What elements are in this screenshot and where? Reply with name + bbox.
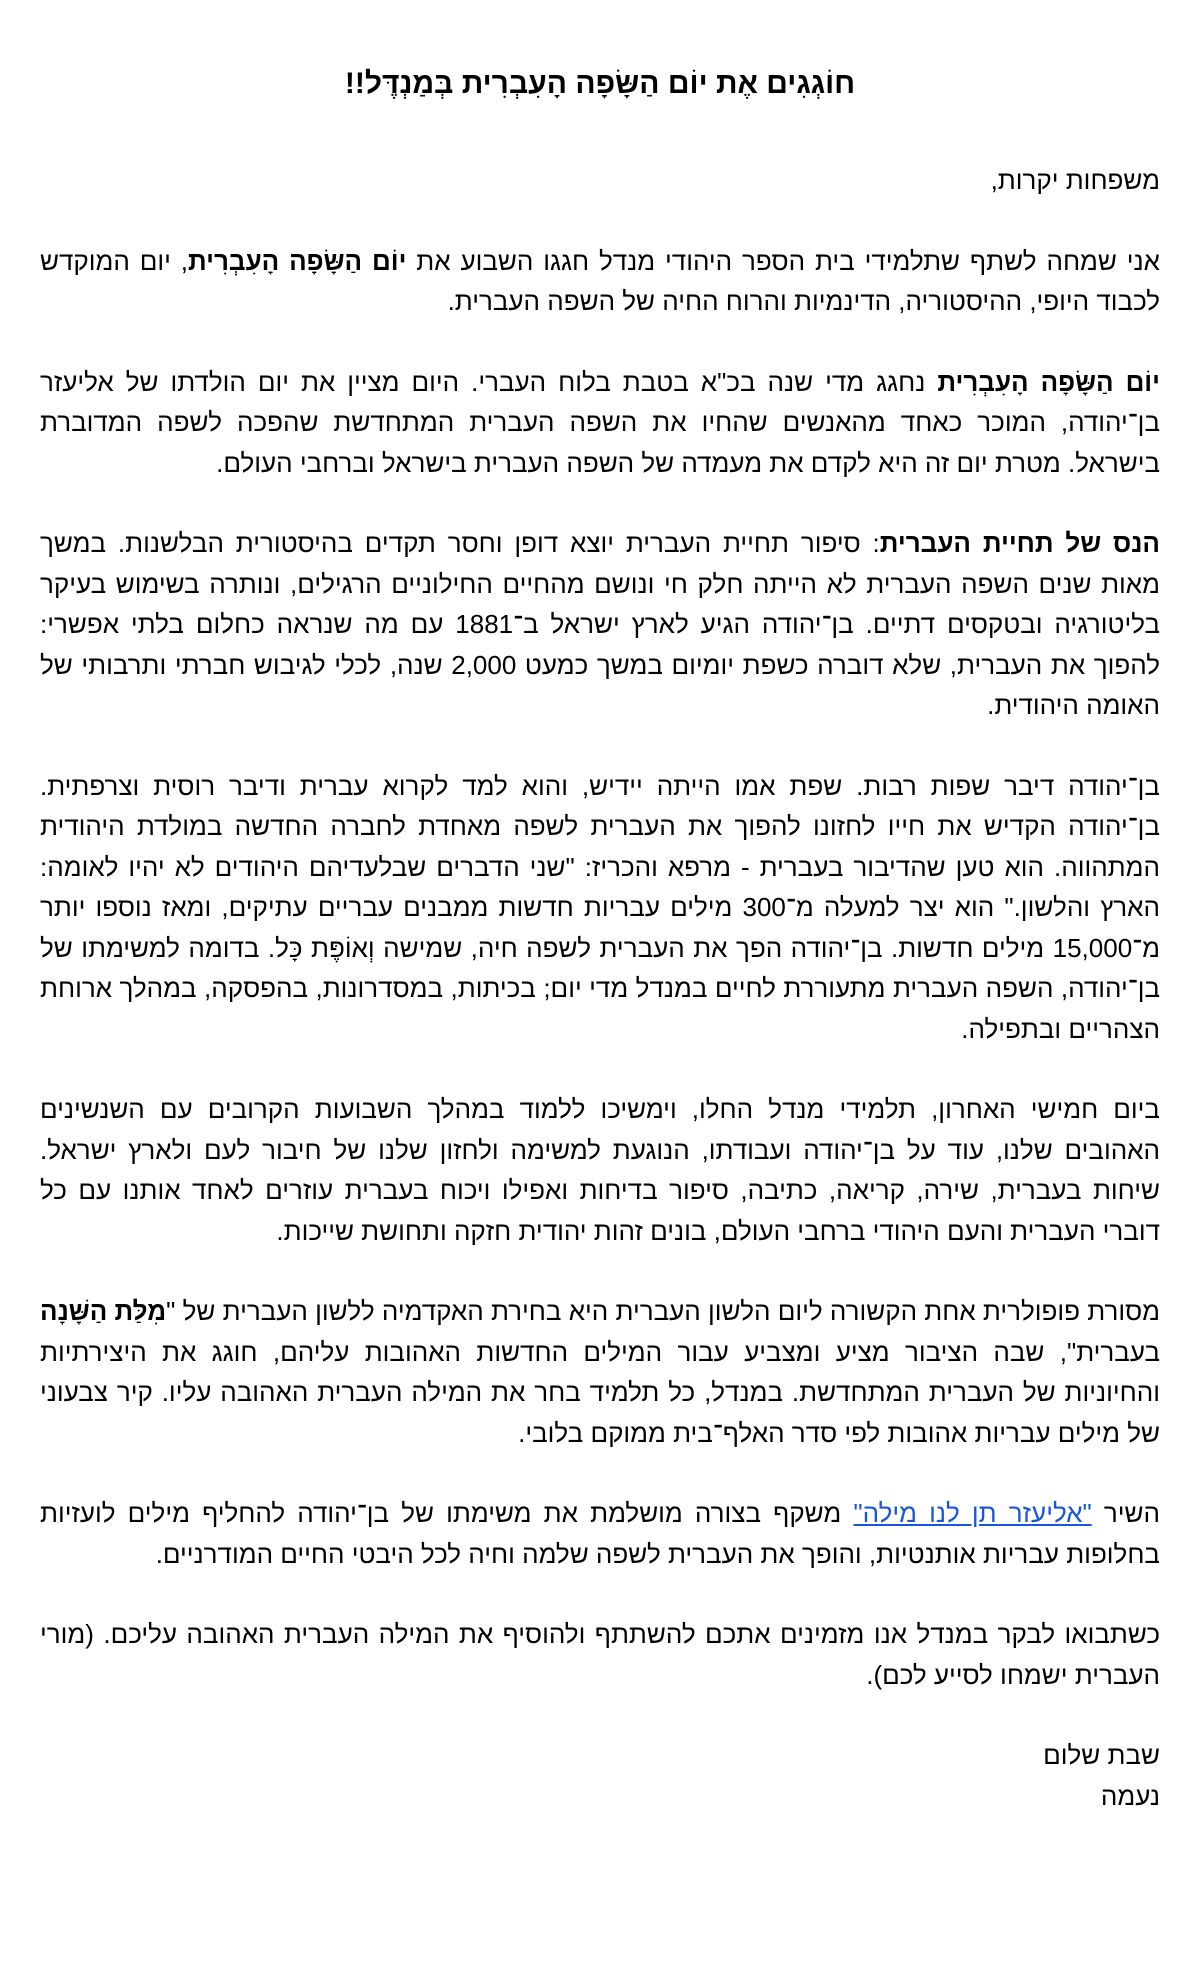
about-day-text: נחגג מדי שנה בכ"א בטבת בלוח העברי. היום מציין את יום הולדתו של אליעזר בן־יהודה, המוכר כאחד מהאנשים שהחיו את השפה העברית המתחדשת שהפכה לשפה המדוברת בישראל. מטרת יום זה היא לקדם את מעמדה של השפה העברית בישראל וברחבי העולם.	[40, 366, 1160, 478]
intro-text-end: , יום המוקדש לכבוד היופי, ההיסטוריה, הדינמיות והרוח החיה של השפה העברית.	[40, 245, 1160, 316]
word-of-year-text-start: מסורת פופולרית אחת הקשורה ליום הלשון העברית היא בחירת האקדמיה ללשון העברית של "	[166, 1296, 1161, 1326]
paragraph-ben-yehuda: בן־יהודה דיבר שפות רבות. שפת אמו הייתה יידיש, והוא למד לקרוא עברית ודיבר רוסית וצרפתית. בן־יהודה הקדיש את חייו לחזונו להפוך את העברית לשפה מאחדת לחברה החדשה במולדת היהודית המתהווה. הוא טען שהדיבור בעברית - מרפא והכריז: "שני הדברים שבלעדיהם היהודים לא יהיו לאומה: הארץ והלשון." הוא יצר למעלה מ־300 מילים עבריות חדשות ממבנים עבריים עתיקים, ומאז נוספו יותר מ־15,000 מילים חדשות. בן־יהודה הפך את העברית לשפה חיה, שמישה וְאוֹפֶּת כָּל. בדומה למשימתו של בן־יהודה, השפה העברית מתעוררת לחיים במנדל מדי יום; בכיתות, במסדרונות, בהפסקה, במהלך ארוחת הצהריים ובתפילה.	[40, 770, 1160, 1044]
miracle-bold-heading: הנס של תחיית העברית	[879, 528, 1160, 558]
paragraph-about-day	[40, 362, 1160, 484]
song-text-end: משקף בצורה מושלמת את משימתו של בן־יהודה להחליף מילים לועזיות בחלופות עבריות אותנטיות, והופך את העברית לשפה שלמה וחיה לכל היבטי החיים המודרניים.	[40, 1498, 1160, 1569]
paragraph-miracle	[40, 523, 1160, 726]
paragraph-song	[40, 1493, 1160, 1574]
about-day-bold-name: יוֹם הַשָּׂפָה הָעִבְרִית	[937, 366, 1160, 397]
page-title: חוֹגְגִים אֶת יוֹם הַשָּׂפָה הָעִבְרִית בְּמַנְדֶּל!!	[344, 67, 856, 100]
miracle-text: : סיפור תחיית העברית יוצא דופן וחסר תקדים בהיסטורית הבלשנות. במשך מאות שנים השפה העברית לא הייתה חלק חי ונושם מהחיים החילוניים הרגילים, ונותרה בשימוש בעיקר בליטורגיה ובטקסים דתיים. בן־יהודה הגיע לארץ ישראל ב־1881 עם מה שנראה כחלום בלתי אפשרי: להפוך את העברית, שלא דוברה כשפת יומיום במשך כמעט 2,000 שנה, לכלי לגיבוש חברתי ותרבותי של האומה היהודית.	[40, 528, 1161, 720]
paragraph-intro	[40, 241, 1160, 322]
paragraph-last-thursday: ביום חמישי האחרון, תלמידי מנדל החלו, וימשיכו ללמוד במהלך השבועות הקרובים עם השנשינים האהובים שלנו, עוד על בן־יהודה ועבודתו, הנוגעת למשימה ולחזון שלנו של חיבור לעם ולארץ ישראל. שיחות בעברית, שירה, קריאה, כתיבה, סיפור בדיחות ואפילו ויכוח בעברית עוזרים לאחד אותנו עם כל דוברי העברית והעם היהודי ברחבי העולם, בונים זהות יהודית חזקה ותחושת שייכות.	[40, 1094, 1160, 1246]
signoff: שבת שלום	[1043, 1740, 1160, 1770]
song-link[interactable]: "אליעזר תן לנו מילה"	[853, 1498, 1092, 1528]
word-of-year-bold: מִלַּת הַשָּׁנָה	[40, 1296, 167, 1326]
paragraph-word-of-year	[40, 1291, 1160, 1453]
intro-bold-day-name: יוֹם הַשָּׂפָה הָעִבְרִית	[187, 245, 407, 276]
signature: נעמה	[1100, 1780, 1160, 1811]
greeting: משפחות יקרות,	[990, 165, 1160, 195]
paragraph-invitation: כשתבואו לבקר במנדל אנו מזמינים אתכם להשתתף ולהוסיף את המילה העברית האהובה עליכם. (מורי העברית ישמחו לסייע לכם).	[40, 1619, 1160, 1690]
word-of-year-text-end: בעברית", שבה הציבור מציע ומצביע עבור המילים החדשות האהובות עליהם, חוגג את היצירתיות והחיוניות של העברית המתחדשת. במנדל, כל תלמיד בחר את המילה העברית האהובה עליו. קיר צבעוני של מילים עבריות אהובות לפי סדר האלף־בית ממוקם בלובי.	[40, 1336, 1160, 1448]
song-text-start: השיר	[1091, 1498, 1161, 1528]
intro-text-start: אני שמחה לשתף שתלמידי בית הספר היהודי מנדל חגגו השבוע את	[406, 245, 1160, 276]
